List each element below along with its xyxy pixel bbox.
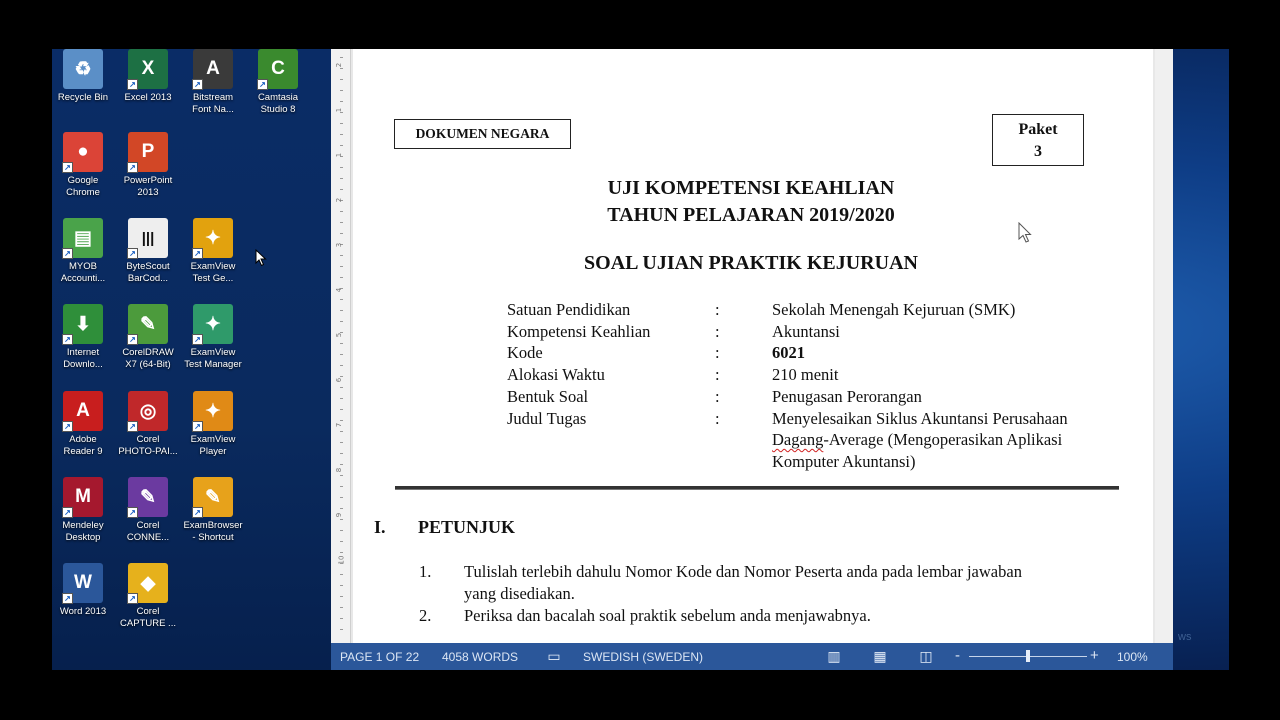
shortcut-arrow-icon: ↗ — [257, 79, 268, 90]
document-title-line2: TAHUN PELAJARAN 2019/2020 — [607, 204, 895, 226]
desktop-shortcut-label: Word 2013 — [59, 606, 107, 617]
ruler-tick — [340, 277, 343, 278]
zoom-in-button[interactable]: + — [1090, 647, 1099, 664]
desktop-shortcut-label: Mendeley Desktop — [62, 520, 104, 543]
desktop-shortcut[interactable] — [52, 563, 115, 618]
ruler-tick — [340, 552, 343, 553]
ruler-tick — [340, 145, 343, 146]
shortcut-arrow-icon: ↗ — [62, 593, 73, 604]
watermark-text: ws — [1178, 631, 1192, 643]
info-separator: : — [715, 300, 720, 319]
camtasia-icon: C ↗ — [258, 49, 298, 89]
corel-capture-icon: ◆ ↗ — [128, 563, 168, 603]
corel-connect-icon: ✎ ↗ — [128, 477, 168, 517]
ruler-number: 7 — [335, 422, 344, 428]
desktop-shortcut[interactable] — [52, 304, 115, 371]
shortcut-arrow-icon: ↗ — [127, 334, 138, 345]
mouse-pointer-icon — [255, 249, 267, 267]
desktop-shortcut-label: ExamBrowser - Shortcut — [183, 520, 243, 543]
paket-label: Paket — [1018, 121, 1058, 138]
desktop-shortcut-label: Camtasia Studio 8 — [257, 92, 299, 115]
read-mode-icon[interactable]: ▥ — [827, 648, 841, 664]
info-row — [507, 386, 1147, 408]
shortcut-arrow-icon: ↗ — [127, 248, 138, 259]
vertical-ruler — [331, 49, 351, 643]
examview-test-generator-icon: ✦ ↗ — [193, 218, 233, 258]
desktop-shortcut[interactable] — [116, 477, 180, 544]
ruler-tick — [340, 343, 343, 344]
ruler-tick — [340, 618, 343, 619]
desktop-shortcut[interactable] — [116, 132, 180, 199]
desktop-shortcut-label: Internet Downlo... — [63, 347, 103, 370]
desktop-shortcut-label: CorelDRAW X7 (64-Bit) — [122, 347, 174, 370]
ruler-number: 1 — [335, 107, 344, 113]
myob-icon: ▤ ↗ — [63, 218, 103, 258]
desktop — [52, 49, 332, 670]
desktop-shortcut[interactable] — [181, 49, 245, 116]
ruler-tick — [340, 167, 343, 168]
shortcut-arrow-icon: ↗ — [62, 248, 73, 259]
bitstream-font-navigator-icon: A ↗ — [193, 49, 233, 89]
status-bar — [331, 643, 1173, 670]
info-separator: : — [715, 408, 720, 428]
corel-photo-paint-icon: ◎ ↗ — [128, 391, 168, 431]
ruler-tick — [340, 354, 343, 355]
adobe-reader-icon: A ↗ — [63, 391, 103, 431]
ruler-tick — [340, 387, 343, 388]
desktop-shortcut[interactable] — [52, 477, 115, 544]
ruler-tick — [340, 79, 343, 80]
ruler-tick — [340, 266, 343, 267]
desktop-shortcut[interactable] — [52, 49, 115, 104]
shortcut-arrow-icon: ↗ — [192, 79, 203, 90]
ruler-number: 2 — [335, 62, 344, 68]
judul-line1: Menyelesaikan Siklus Akuntansi Perusahaan — [772, 408, 1068, 428]
ruler-tick — [340, 442, 343, 443]
word-icon: W ↗ — [63, 563, 103, 603]
internet-download-manager-icon: ⬇ ↗ — [63, 304, 103, 344]
desktop-shortcut-label: MYOB Accounti... — [60, 261, 106, 284]
ruler-tick — [340, 189, 343, 190]
desktop-shortcut-label: Google Chrome — [66, 175, 100, 198]
ruler-tick — [340, 68, 343, 69]
coreldraw-icon: ✎ ↗ — [128, 304, 168, 344]
desktop-shortcut-label: Bitstream Font Na... — [192, 92, 234, 115]
desktop-shortcut-label: Corel PHOTO-PAI... — [118, 434, 178, 457]
spelling-error-word[interactable]: Dagang — [772, 430, 824, 450]
language-status[interactable]: SWEDISH (SWEDEN) — [583, 650, 703, 664]
page-count-status[interactable]: PAGE 1 OF 22 — [340, 650, 420, 664]
ruler-tick — [340, 299, 343, 300]
shortcut-arrow-icon: ↗ — [127, 162, 138, 173]
section-heading — [374, 517, 515, 538]
ruler-tick — [340, 508, 343, 509]
shortcut-arrow-icon: ↗ — [192, 248, 203, 259]
desktop-shortcut[interactable] — [181, 477, 245, 544]
ruler-tick — [340, 585, 343, 586]
recycle-bin-icon: ♻ — [63, 49, 103, 89]
ruler-tick — [340, 365, 343, 366]
desktop-shortcut-label: Adobe Reader 9 — [63, 434, 103, 457]
shortcut-arrow-icon: ↗ — [62, 421, 73, 432]
desktop-shortcut-label: Corel CAPTURE ... — [120, 606, 176, 629]
ruler-tick — [340, 233, 343, 234]
ruler-number: 9 — [335, 512, 344, 518]
desktop-shortcut-label: ExamView Test Manager — [184, 347, 242, 370]
ruler-number: 6 — [335, 377, 344, 383]
desktop-shortcut-label: ByteScout BarCod... — [126, 261, 170, 284]
ruler-tick — [340, 211, 343, 212]
ruler-number: 10 — [337, 555, 346, 565]
ruler-tick — [340, 431, 343, 432]
info-value: Sekolah Menengah Kejuruan (SMK) — [772, 300, 1016, 319]
desktop-shortcut[interactable] — [116, 391, 180, 458]
horizontal-rule — [395, 486, 1119, 490]
shortcut-arrow-icon: ↗ — [62, 162, 73, 173]
word-window — [331, 49, 1173, 670]
examview-player-icon: ✦ ↗ — [193, 391, 233, 431]
info-separator: : — [715, 365, 720, 385]
document-page[interactable] — [353, 49, 1153, 643]
ruler-tick — [340, 310, 343, 311]
ruler-tick — [340, 222, 343, 223]
list-number: 2. — [419, 606, 432, 625]
zoom-slider-thumb[interactable] — [1026, 650, 1030, 662]
ruler-tick — [340, 629, 343, 630]
info-key: Satuan Pendidikan — [507, 300, 631, 319]
excel-icon: X ↗ — [128, 49, 168, 89]
shortcut-arrow-icon: ↗ — [192, 507, 203, 518]
ruler-number: 8 — [335, 467, 344, 473]
section-title: PETUNJUK — [418, 517, 516, 537]
desktop-shortcut[interactable] — [116, 49, 180, 104]
list-number: 1. — [419, 562, 432, 581]
mouse-pointer-icon — [1018, 222, 1032, 244]
shortcut-arrow-icon: ↗ — [127, 593, 138, 604]
desktop-shortcut[interactable] — [181, 391, 245, 458]
shortcut-arrow-icon: ↗ — [127, 79, 138, 90]
info-key: Bentuk Soal — [507, 386, 589, 406]
vertical-scrollbar[interactable] — [1155, 49, 1173, 643]
screen — [52, 49, 1229, 670]
ruler-tick — [340, 596, 343, 597]
ruler-number: 1 — [335, 152, 344, 158]
judul-line2: -Average (Mengoperasikan Aplikasi — [823, 430, 1063, 450]
zoom-out-button[interactable]: - — [955, 647, 960, 664]
paket-number: 3 — [1034, 143, 1042, 160]
ruler-tick — [340, 90, 343, 91]
ruler-tick — [340, 101, 343, 102]
shortcut-arrow-icon: ↗ — [127, 507, 138, 518]
shortcut-arrow-icon: ↗ — [127, 421, 138, 432]
ruler-tick — [340, 530, 343, 531]
info-key: Kode — [507, 343, 543, 363]
desktop-shortcut-label: ExamView Test Ge... — [190, 261, 236, 284]
info-row — [507, 342, 1147, 364]
web-layout-icon[interactable]: ◫ — [919, 648, 933, 664]
info-value: Penugasan Perorangan — [772, 386, 922, 406]
info-row — [507, 321, 1147, 343]
shortcut-arrow-icon: ↗ — [192, 334, 203, 345]
powerpoint-icon: P ↗ — [128, 132, 168, 172]
exam-info-table — [507, 299, 1147, 473]
exambrowser-icon: ✎ ↗ — [193, 477, 233, 517]
document-subtitle: SOAL UJIAN PRAKTIK KEJURUAN — [584, 252, 918, 274]
barcode-icon: ||| ↗ — [128, 218, 168, 258]
ruler-tick — [340, 255, 343, 256]
ruler-tick — [340, 409, 343, 410]
print-layout-icon[interactable]: ▦ — [873, 648, 887, 664]
info-separator: : — [715, 386, 720, 406]
ruler-tick — [340, 486, 343, 487]
desktop-shortcut[interactable] — [181, 304, 245, 371]
info-key: Alokasi Waktu — [507, 365, 605, 385]
ruler-tick — [340, 123, 343, 124]
desktop-shortcut[interactable] — [52, 391, 115, 458]
info-value-judul — [772, 408, 1117, 473]
dokumen-negara-box: DOKUMEN NEGARA — [394, 119, 571, 149]
desktop-shortcut-label: PowerPoint 2013 — [123, 175, 173, 198]
info-separator: : — [715, 343, 720, 363]
info-key: Judul Tugas — [507, 408, 587, 428]
desktop-shortcut[interactable] — [181, 218, 245, 285]
desktop-shortcut[interactable] — [246, 49, 310, 116]
ruler-tick — [340, 497, 343, 498]
word-count-status[interactable]: 4058 WORDS — [442, 650, 519, 664]
list-text-line1: Tulislah terlebih dahulu Nomor Kode dan Nomor Peserta anda pada lembar jawaban — [464, 562, 1022, 581]
info-row — [507, 364, 1147, 386]
ruler-tick — [340, 178, 343, 179]
mendeley-icon: M ↗ — [63, 477, 103, 517]
ruler-tick — [340, 464, 343, 465]
ruler-tick — [340, 134, 343, 135]
instruction-list — [419, 561, 1119, 627]
ruler-tick — [340, 574, 343, 575]
info-row — [507, 299, 1147, 321]
list-item — [419, 605, 1119, 627]
shortcut-arrow-icon: ↗ — [192, 421, 203, 432]
proofing-icon[interactable]: ▭ — [547, 648, 561, 664]
list-text: Periksa dan bacalah soal praktik sebelum anda menjawabnya. — [464, 606, 871, 625]
info-value: 210 menit — [772, 365, 839, 385]
desktop-shortcut[interactable] — [116, 304, 180, 371]
ruler-tick — [340, 398, 343, 399]
ruler-tick — [340, 321, 343, 322]
desktop-shortcut[interactable] — [52, 218, 115, 285]
ruler-number: 2 — [335, 197, 344, 203]
examview-test-manager-icon: ✦ ↗ — [193, 304, 233, 344]
desktop-shortcut[interactable] — [52, 132, 115, 199]
ruler-tick — [340, 475, 343, 476]
info-key: Kompetensi Keahlian — [507, 321, 651, 341]
desktop-shortcut-label: ExamView Player — [190, 434, 236, 457]
ruler-tick — [340, 57, 343, 58]
list-item — [419, 561, 1119, 605]
desktop-shortcut[interactable] — [116, 563, 180, 630]
shortcut-arrow-icon: ↗ — [62, 507, 73, 518]
info-value: Akuntansi — [772, 321, 840, 341]
ruler-tick — [340, 420, 343, 421]
ruler-tick — [340, 519, 343, 520]
document-title-line1: UJI KOMPETENSI KEAHLIAN — [607, 177, 895, 199]
ruler-tick — [340, 453, 343, 454]
ruler-number: 4 — [335, 287, 344, 293]
ruler-number: 3 — [335, 242, 344, 248]
desktop-shortcut-label: Excel 2013 — [124, 92, 172, 103]
zoom-level[interactable]: 100% — [1117, 650, 1148, 664]
list-text-line2: yang disediakan. — [464, 584, 575, 603]
info-separator: : — [715, 321, 720, 341]
ruler-tick — [340, 541, 343, 542]
info-row — [507, 408, 1147, 473]
desktop-shortcut-label: Recycle Bin — [57, 92, 109, 103]
desktop-shortcut-label: Corel CONNE... — [126, 520, 170, 543]
list-text — [464, 561, 1119, 605]
chrome-icon: ● ↗ — [63, 132, 103, 172]
info-value-kode: 6021 — [772, 343, 805, 363]
shortcut-arrow-icon: ↗ — [62, 334, 73, 345]
ruler-tick — [340, 607, 343, 608]
paket-box — [992, 114, 1084, 166]
desktop-shortcut[interactable] — [116, 218, 180, 285]
ruler-number: 5 — [335, 332, 344, 338]
section-number: I. — [374, 517, 386, 537]
judul-line3: Komputer Akuntansi) — [772, 451, 916, 471]
